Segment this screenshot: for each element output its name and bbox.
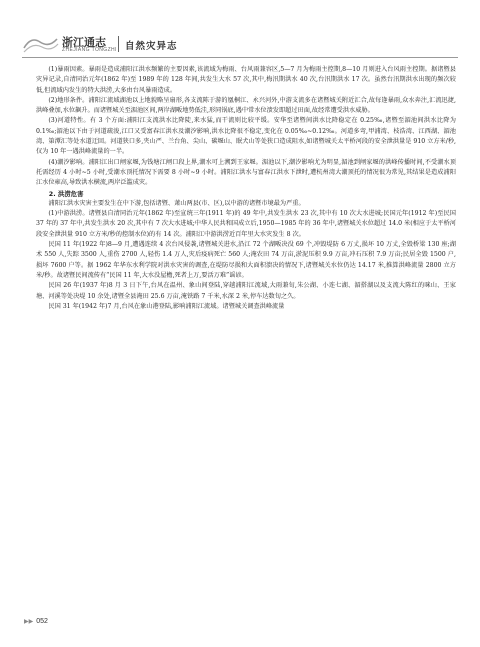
section-heading: 2. 洪涝危害	[48, 189, 84, 198]
header-divider	[118, 36, 119, 52]
paragraph: 民国 26 年(1937 年)8 月 3 日下午,台风在温州、象山间登陆,穿越浦阳江流域,大雨兼旬,朱公湖、小连七湖、湄搭湖以及支流大陈红的咪山、王家塘、河溪等处决堤 10 余处,诸暨全县淹田 25.6 万亩,淹铁路 7 千米,水深 2 米,停车达数旬之久。	[36, 282, 456, 300]
paragraph: (2)地形条件。浦阳江流域湖池以上地貌略呈扇形,各支流陈于游的凰桐江、永兴河外,中游支流多在诸暨城关附近汇合,故每逢暴雨,众水奔注,汇流迅捷,洪峰叠加,水位飙升。而诸暨城关至湄池区间,两岸湖畈地势低洼,形同锅底,遇中常水位溃发即超过田面,故经常遭受洪水威胁。	[36, 96, 456, 115]
paragraph: (3)河道特性。有 3 个方面:浦阳江支流洪水比降陡,来水猛,而干流则比较平缓。安华至诸暨间洪水比降稳定在 0.25‰,诸暨至湄池间洪水比降为 0.1‰;湄池以下由于河道疏浚,江口又受富春江洪水及潮汐影响,洪水比降很不稳定,变化在 0.05‰~0.12‰。河道多弯,甲浦湾、枝浩湾、江西湖、湄池湾、第潭汇等处水道迂回。河道狭口多,夹山严、兰台角、尖山、碳堰山、眠犬山等处狭口造成阻水,如诸暨城关太平桥河段的安全泄洪量是 910 立方米/秒,仅为 10 年一遇洪峰流量的一半。	[36, 117, 456, 156]
series-logo-pinyin: ZHEJIANG TONGZHI	[62, 47, 117, 53]
page-number: 052	[36, 618, 48, 625]
page-header	[22, 30, 458, 58]
body-text	[36, 65, 456, 312]
paragraph: 浦阳江洪水灾害主要发生在中下游,包括诸暨、萧山两县(市、区),以中游的诸暨市境最为严重。	[48, 199, 305, 207]
header-rule	[22, 57, 458, 58]
paragraph: (4)潮汐影响。浦阳江出口闸家堰,为钱塘江闸口段上界,潮水可上溯到王家堰。湄池以下,潮汐影响尤为明显,湄池到闸家堰的洪峰传播时间,不受潮水顶托需经历 4 小时~5 小时,受潮水顶托情况下需要 8 小时~9 小时。浦阳江洪水与富春江洪水下泄时,遭杭州湾大潮顶托的情况很为常见,其结果是造成浦阳江水位雍高,导致洪水横流,两岸泛滥成灾。	[36, 158, 456, 187]
wave-logo-icon	[22, 33, 60, 55]
paragraph: (1)中游洪涝。诸暨县自清同治元年(1862 年)至宣统三年(1911 年)的 49 年中,共发生洪水 23 次,其中有 10 次大水进城;民国元年(1912 年)至民国 37 年的 37 年中,共发生洪水 20 次,其中有 7 次大水进城;中华人民共和国成立后,1950—1985 年的 36 年中,诸暨城关水位超过 14.0 米(相应于太平桥河段安全泄洪量 910 立方米/秒的控制水位)的有 14 次。浦阳江中游洪涝近百年里大水灾发生 8 次。	[36, 210, 456, 238]
page-arrow-icon: ▶▶	[24, 619, 34, 625]
book-title: 自然灾异志	[125, 41, 178, 52]
paragraph: 民国 11 年(1922 年)8—9 月,遭遇连续 4 次台风侵袭,诸暨城关进水,沿江 72 个湖畈决没 69 个,冲毁堤防 6 万丈,损坏 10 万丈,全毁桥梁 130 座;湖术 550 人,失踪 3500 人,重伤 2700 人,轻伤 1.4 万人,灾后疫病死亡 560 人;淹农田 74 万亩,淤泥压积 9.9 万亩,冲石压积 7.9 万亩;民居全毁 1500 户,损坏 7600 户等。据 1962 年华东水利学院对洪水灾害的调查,在堤防尽损和大面积溃决的情况下,诸暨城关水位仍达 14.17 米,推算洪峰流量 2800 立方米/秒。故诸暨民间流传有“民国 11 年,大水没屋檐,死者上万,要活万难”谣谚。	[36, 241, 456, 279]
series-logo-text: 浙江通志	[62, 36, 106, 49]
page-footer	[24, 618, 48, 625]
paragraph: 民国 31 年(1942 年)7 月,台风在象山港登陆,影响浦阳江流域。诸暨城关调查洪峰流量	[48, 302, 285, 310]
paragraph: (1)暴雨因素。暴雨是造成浦阳江洪水频繁的主要因素,该流域为梅雨、台风雨兼容区,5—7 月为梅雨主控期,8—10 月则进入台风雨主控期。据诸暨县灾异记录,自清同治元年(1862 年)至 1989 年的 128 年间,共发生大水 57 次,其中,梅汛期洪水 40 次,台汛期洪水 17 次。虽然台汛期洪水出现的频次较低,但流域内发生的特大洪涝,大多由台风暴雨造成。	[36, 66, 456, 94]
